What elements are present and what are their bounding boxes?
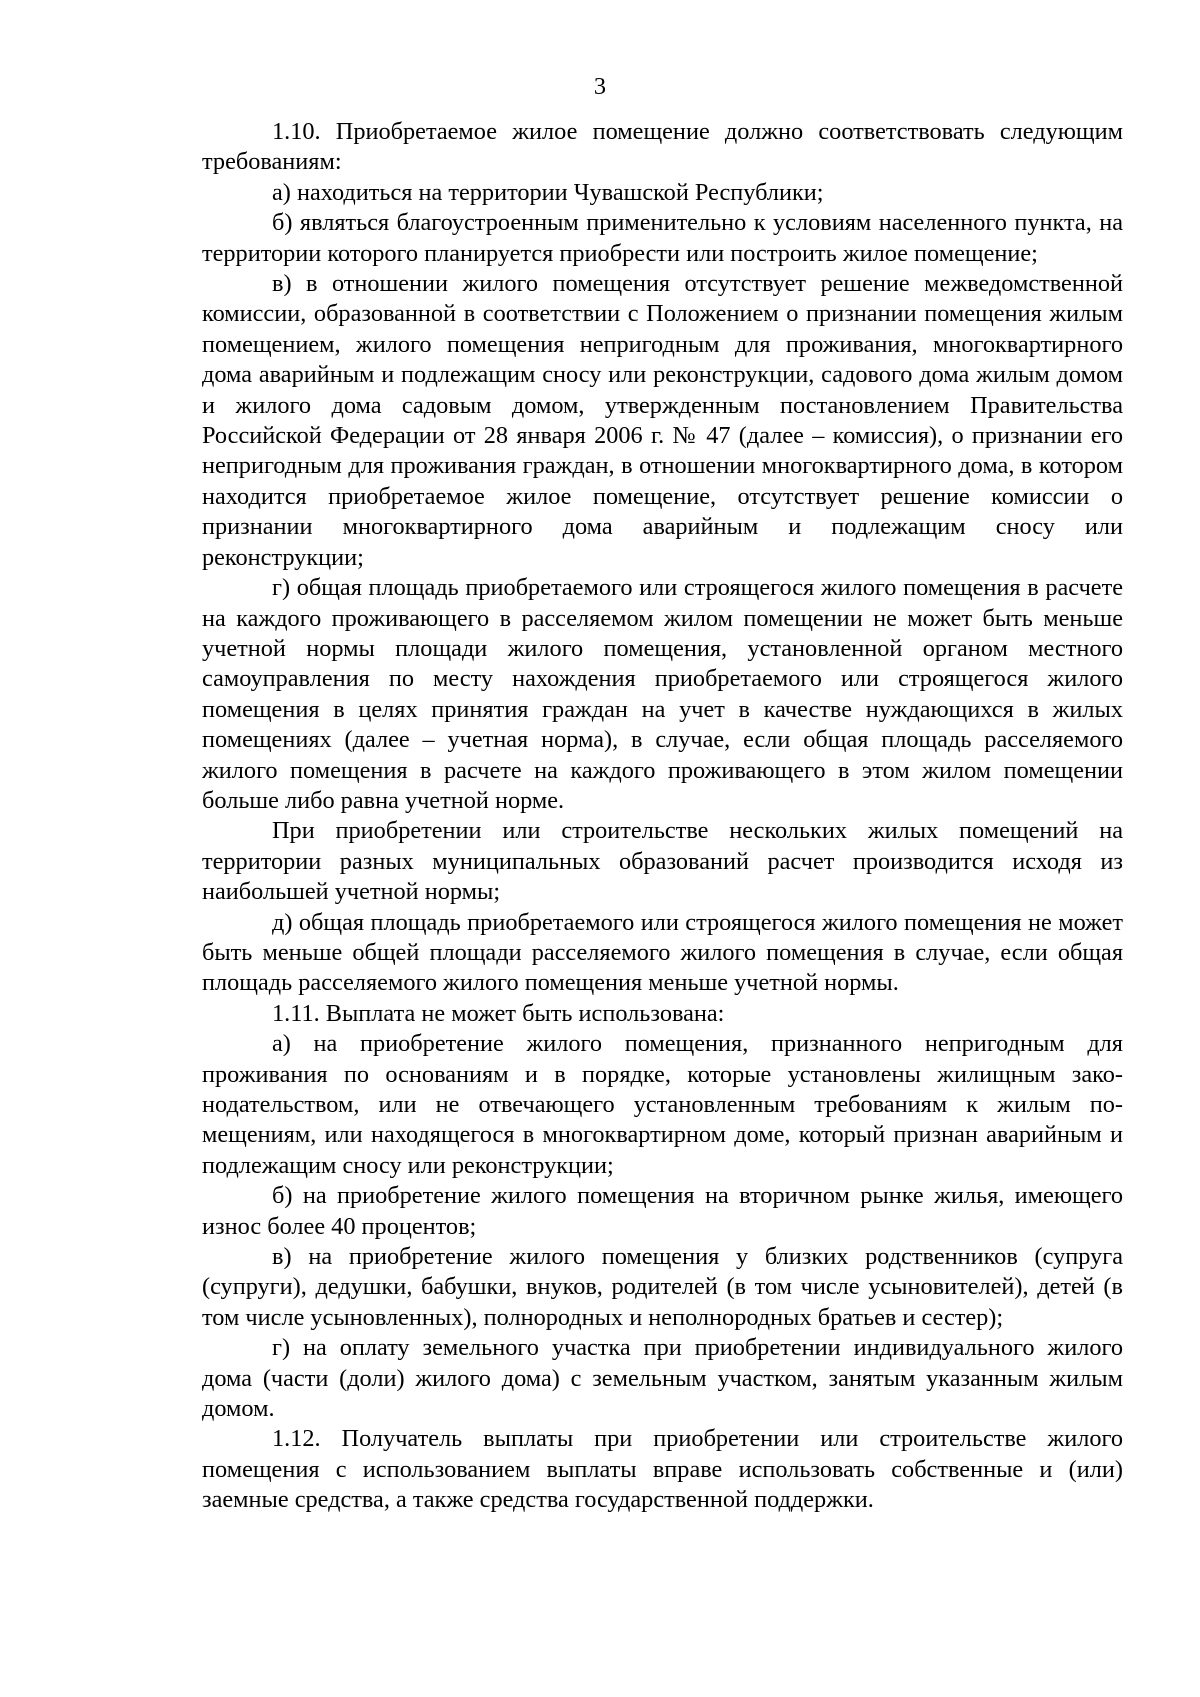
paragraph-1-10-d: д) общая площадь приобретаемого или строящегося жилого помещения не может быть меньше общей площади расселяемого жилого помещения в случае, если общая площадь расселяемого жилого помещения меньше учетной нормы.: [202, 908, 1123, 997]
paragraph-1-11-a: а) на приобретение жилого помещения, признанного непригодным для проживания по основаниям и в порядке, которые установлены жилищным законодательством, или не отвечающего установленным требованиям к жилым помещениям, или находящегося в многоквартирном доме, который признан аварийным и подлежащим сносу или реконструкции;: [202, 1030, 1123, 1179]
paragraph-1-10-g-note: При приобретении или строительстве нескольких жилых помещений на территории разных муниципальных образований расчет производится исходя из наибольшей учетной нормы;: [202, 817, 1123, 906]
paragraph-1-10-g: г) общая площадь приобретаемого или строящегося жилого помещения в расчете на каждого проживающего в расселяемом жилом помещении не может быть меньше учетной нормы площади жилого помещения, установленной органом местного самоуправления по месту нахождения приобретаемого или строящегося жилого помещения в целях принятия граждан на учет в качестве нуждающихся в жилых помещениях (далее – учетная норма), в случае, если общая площадь расселяемого жилого помещения в расчете на каждого проживающего в этом жилом помещении больше либо равна учетной норме.: [202, 574, 1123, 814]
paragraph-1-12: 1.12. Получатель выплаты при приобретении или строительстве жилого помещения с использованием выплаты вправе использовать собственные и (или) заемные средства, а также средства государственной поддержки.: [202, 1425, 1123, 1514]
paragraph-1-11: 1.11. Выплата не может быть использована:: [272, 999, 725, 1027]
paragraph-1-10: 1.10. Приобретаемое жилое помещение должно соответствовать следующим требованиям:: [202, 118, 1123, 176]
paragraph-1-11-g: г) на оплату земельного участка при приобретении индивидуального жилого дома (части (доли) жилого дома) с земельным участком, занятым указанным жилым домом.: [202, 1334, 1123, 1423]
paragraph-1-10-a: а) находиться на территории Чувашской Республики;: [272, 178, 824, 206]
paragraph-1-11-b: б) на приобретение жилого помещения на вторичном рынке жилья, имеющего износ более 40 процентов;: [202, 1182, 1123, 1240]
document-body: [202, 117, 1123, 1516]
paragraph-1-11-v: в) на приобретение жилого помещения у близких родственников (супруга (супруги), дедушки, бабушки, внуков, родителей (в том числе усыновителей), детей (в том числе усыновленных), полнородных и неполнородных братьев и сестер);: [202, 1243, 1123, 1331]
paragraph-1-10-v: в) в отношении жилого помещения отсутствует решение межведомственной комиссии, образованной в соответствии с Положением о признании помещения жилым помещением, жилого помещения непригодным для проживания, многоквартирного дома аварийным и подлежащим сносу или реконструкции, садового дома жилым домом и жилого дома садовым домом, утвержденным постановлением Правительства Российской Федерации от 28 января 2006 г. № 47 (далее – комиссия), о признании его непригодным для проживания граждан, в отношении многоквартирного дома, в котором находится приобретаемое жилое помещение, отсутствует решение комиссии о признании многоквартирного дома аварийным и подлежащим сносу или реконструкции;: [202, 270, 1123, 571]
page-number: 3: [593, 73, 607, 100]
paragraph-1-10-b: б) являться благоустроенным применительно к условиям населенного пункта, на территории которого планируется приобрести или построить жилое помещение;: [202, 209, 1123, 267]
